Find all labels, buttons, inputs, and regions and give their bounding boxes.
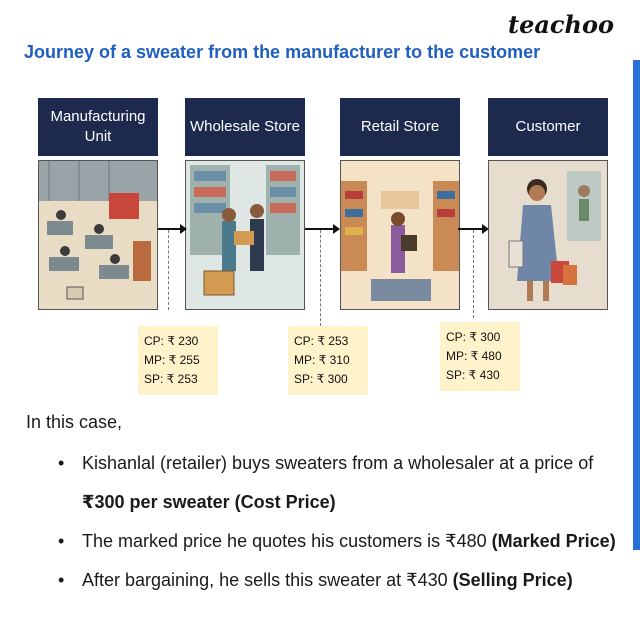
accent-bar	[633, 60, 640, 550]
arrow-right-icon	[305, 222, 341, 236]
bullet-item	[58, 444, 618, 522]
customer-illustration	[488, 160, 608, 310]
selling-price: SP: ₹ 430	[446, 368, 500, 382]
marked-price: MP: ₹ 480	[446, 349, 502, 363]
selling-price: SP: ₹ 300	[294, 372, 348, 386]
stage-header: Customer	[488, 98, 608, 156]
arrow-right-icon	[458, 222, 490, 236]
selling-price: SP: ₹ 253	[144, 372, 198, 386]
connector-line	[168, 230, 169, 310]
arrow-right-icon	[158, 222, 188, 236]
marked-price: MP: ₹ 310	[294, 353, 350, 367]
bullet-text: Kishanlal (retailer) buys sweaters from a wholesaler at a price of	[82, 453, 594, 473]
shop-illustration	[340, 160, 460, 310]
stage-wholesale-store	[185, 98, 305, 310]
brand-logo: teachoo	[508, 10, 614, 39]
bullet-emphasis: (Marked Price)	[491, 531, 616, 551]
price-box-manufacturer	[138, 326, 218, 395]
bullet-item	[58, 561, 618, 600]
stage-header: Manufacturing Unit	[38, 98, 158, 156]
bullet-text: The marked price he quotes his customers is ₹480	[82, 531, 492, 551]
stage-retail-store	[340, 98, 460, 310]
stage-manufacturing-unit	[38, 98, 158, 310]
price-box-retailer	[440, 322, 520, 391]
stage-header: Retail Store	[340, 98, 460, 156]
cost-price: CP: ₹ 230	[144, 334, 199, 348]
marked-price: MP: ₹ 255	[144, 353, 200, 367]
factory-illustration	[38, 160, 158, 310]
intro-text: In this case,	[26, 412, 123, 432]
cost-price: CP: ₹ 300	[446, 330, 501, 344]
bullet-item	[58, 522, 618, 561]
cost-price: CP: ₹ 253	[294, 334, 349, 348]
price-box-wholesaler	[288, 326, 368, 395]
bullet-list	[58, 444, 618, 600]
stage-customer	[488, 98, 608, 310]
bullet-emphasis: ₹300 per sweater (Cost Price)	[82, 492, 336, 512]
connector-line	[473, 230, 474, 318]
page-title: Journey of a sweater from the manufacturer to the customer	[24, 42, 541, 62]
bullet-emphasis: (Selling Price)	[452, 570, 573, 590]
connector-line	[320, 230, 321, 326]
stage-header: Wholesale Store	[185, 98, 305, 156]
warehouse-illustration	[185, 160, 305, 310]
bullet-text: After bargaining, he sells this sweater at ₹430	[82, 570, 453, 590]
